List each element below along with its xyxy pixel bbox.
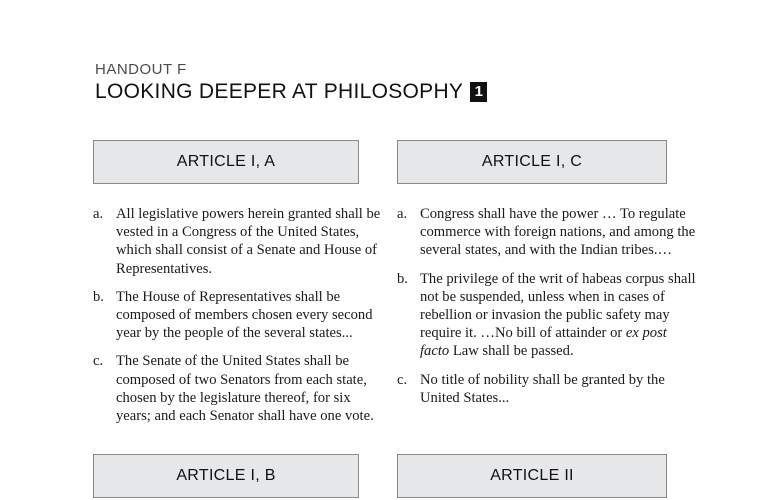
item-text-part: The privilege of the writ of habeas corpus shall not be suspended, unless when in cases of rebellion or invasion the public safety may require it. …No bill of attainder or <box>420 270 696 342</box>
page-title: LOOKING DEEPER AT PHILOSOPHY <box>95 80 464 103</box>
article-i-c-items <box>397 205 697 417</box>
item-text: The House of Representatives shall be composed of members chosen every second year by the people of the several states... <box>116 288 373 342</box>
article-i-a-items <box>93 205 383 435</box>
article-i-c-heading: ARTICLE I, C <box>481 153 583 170</box>
article-i-b-heading: ARTICLE I, B <box>176 467 276 484</box>
article-i-c-heading-box <box>397 140 667 184</box>
item-letter: a. <box>397 206 408 222</box>
item-text-part: Law shall be passed. <box>449 343 574 360</box>
item-text: Congress shall have the power … To regulate commerce with foreign nations, and among the several states, and with the Indian tribes.… <box>420 206 696 259</box>
item-letter: c. <box>397 371 408 388</box>
article-i-a-heading-box <box>93 140 359 184</box>
article-i-b-heading-box <box>93 454 359 498</box>
article-i-a-heading: ARTICLE I, A <box>176 153 276 170</box>
article-ii-heading-box <box>397 454 667 498</box>
item-text <box>420 270 697 361</box>
list-item <box>397 205 697 260</box>
handout-label: HANDOUT F <box>95 61 187 78</box>
item-text-italic: ex post facto <box>420 325 667 360</box>
list-item <box>397 270 697 361</box>
item-letter: b. <box>397 270 408 287</box>
title-number-badge: 1 <box>470 82 487 102</box>
item-letter: b. <box>93 288 104 305</box>
item-text: No title of nobility shall be granted by the United States... <box>420 371 665 406</box>
list-item <box>93 205 383 278</box>
item-letter: a. <box>93 206 104 222</box>
item-text: The Senate of the United States shall be composed of two Senators from each state, chosen by the legislature thereof, for six years; and each Senator shall have one vote. <box>116 353 374 425</box>
title-row <box>95 80 487 104</box>
list-item <box>397 371 697 407</box>
item-letter: c. <box>93 353 104 370</box>
list-item <box>93 288 383 343</box>
item-text: All legislative powers herein granted shall be vested in a Congress of the United States, which shall consist of a Senate and House of Representatives. <box>116 206 381 277</box>
article-ii-heading: ARTICLE II <box>490 467 574 484</box>
list-item <box>93 352 383 425</box>
